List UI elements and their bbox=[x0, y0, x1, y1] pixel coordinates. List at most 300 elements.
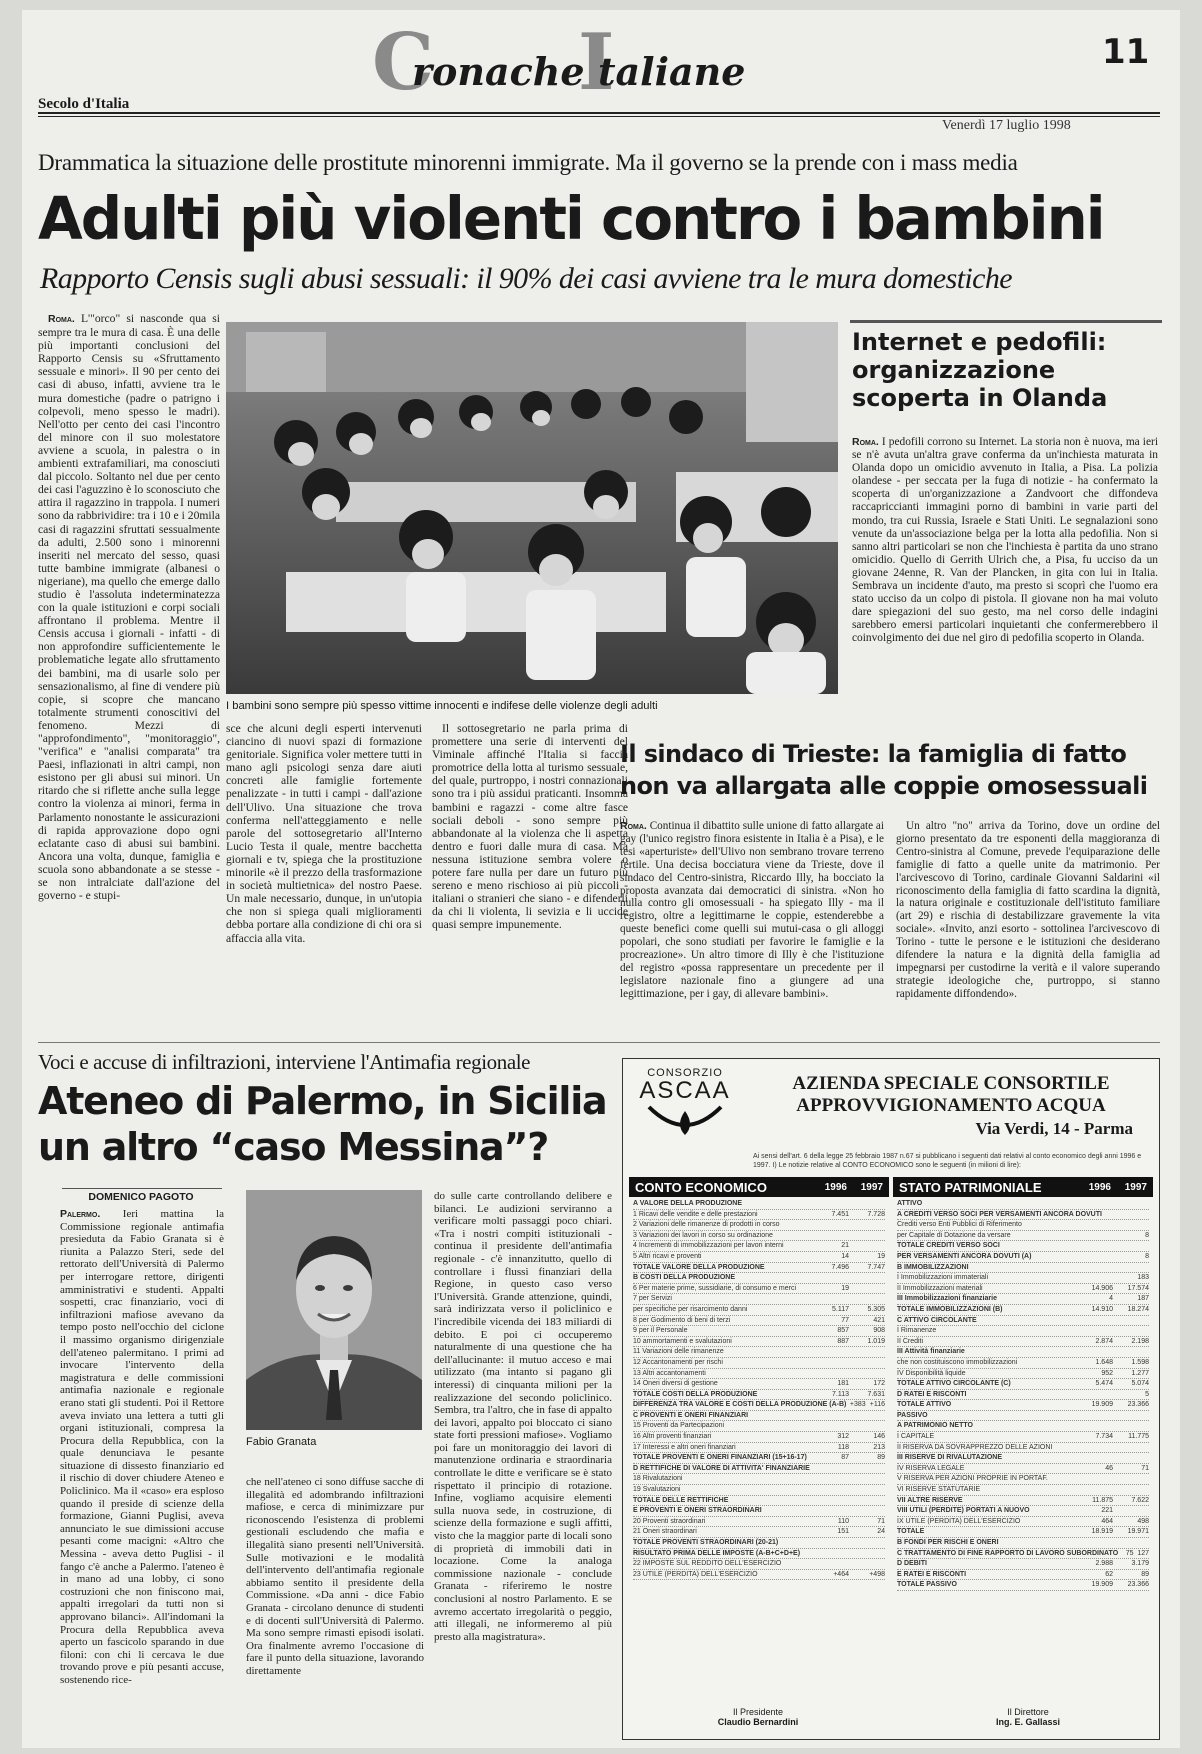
table-row bbox=[897, 1453, 1149, 1464]
table-cell-value bbox=[1102, 1210, 1126, 1220]
lead-headline: Adulti più violenti contro i bambini bbox=[38, 184, 1104, 253]
table-row bbox=[897, 1538, 1149, 1549]
table-row bbox=[897, 1400, 1149, 1411]
table-cell-label: 23 UTILE (PERDITA) DELL'ESERCIZIO bbox=[633, 1570, 758, 1578]
table-cell-value: 7.622 bbox=[1131, 1496, 1149, 1504]
table-cell-label: ATTIVO bbox=[897, 1200, 923, 1207]
table-cell-value: 5.074 bbox=[1131, 1380, 1149, 1388]
table-cell-value: 21 bbox=[841, 1242, 849, 1250]
table-cell-label: Crediti verso Enti Pubblici di Riferimento bbox=[897, 1221, 1022, 1229]
table-cell-label: TOTALE COSTI DELLA PRODUZIONE bbox=[633, 1390, 758, 1398]
trieste-column-2 bbox=[896, 820, 1160, 1030]
palermo-byline: DOMENICO PAGOTO bbox=[88, 1191, 194, 1203]
table-cell-label: II RISERVA DA SOVRAPPREZZO DELLE AZIONI bbox=[897, 1443, 1053, 1451]
table-row bbox=[897, 1369, 1149, 1380]
table-row bbox=[633, 1316, 885, 1327]
table-cell-value: 1.019 bbox=[867, 1337, 885, 1345]
table-cell-value: +498 bbox=[869, 1570, 885, 1578]
table-row bbox=[897, 1210, 1149, 1221]
table-cell-value: 7.734 bbox=[1095, 1433, 1113, 1441]
table-cell-value: 464 bbox=[1101, 1517, 1113, 1525]
table-cell-value bbox=[1077, 1474, 1113, 1484]
table-cell-value: 7.747 bbox=[867, 1263, 885, 1271]
table-row bbox=[633, 1210, 885, 1221]
table-cell-value: 213 bbox=[873, 1443, 885, 1451]
table-row bbox=[633, 1284, 885, 1295]
trieste-headline-2: non va allargata alle coppie omosessuali bbox=[620, 772, 1148, 800]
table-cell-label: TOTALE PASSIVO bbox=[897, 1581, 957, 1589]
table-row bbox=[897, 1506, 1149, 1517]
table-cell-value bbox=[849, 1421, 885, 1431]
table-row bbox=[633, 1559, 885, 1570]
table-cell-label: 18 Rivalutazioni bbox=[633, 1475, 683, 1483]
table-cell-value: 87 bbox=[841, 1454, 849, 1462]
sidebar-body: I pedofili corrono su Internet. La storia non è nuova, ma ieri se n'è avuta un'altra grave conferma da un'inchiesta maturata in Olanda dopo un omicidio avvenuto in Italia, a Pisa. La polizia olandese - per seccata per la fuga di notizie - ha confermato la scoperta di un'organizzazione a Zandvoort che diffondeva raccapriccianti immagini porno di bambini in varie parti del mondo, tra cui Russia, Israele e Stati Uniti. Le segnalazioni sono venute da un'associazione belga per la lotta alla pedofilia. Non si sanno altri particolari se non che l'inchiesta è partita da uno strano omicidio. Quello di Gerrith Ulrich che, a Pisa, fu ucciso da un giovane 24enne, R. Van der Plancken, in gita con lui in Italia. Sembrava un incidente d'auto, ma presto si scoprì che l'uomo era stato ucciso da un colpo di pistola. Il giovane non ha mai voluto dare spiegazioni del suo gesto, ma nel corso delle indagini sarebbero emersi particolari inquietanti che confermerebbero il coinvolgimento dei due nel giro di pedofilia scoperto in Olanda. bbox=[852, 436, 1158, 645]
table-cell-label: III RISERVE DI RIVALUTAZIONE bbox=[897, 1454, 1003, 1462]
table-row bbox=[897, 1316, 1149, 1327]
table-row bbox=[897, 1549, 1149, 1560]
table-cell-value bbox=[813, 1549, 849, 1559]
table-cell-label: 1 Ricavi delle vendite e delle prestazioni bbox=[633, 1210, 758, 1218]
table-row bbox=[633, 1464, 885, 1475]
table-cell-label: A PATRIMONIO NETTO bbox=[897, 1422, 973, 1430]
header-rule-bottom bbox=[38, 116, 1160, 117]
table-row bbox=[897, 1199, 1149, 1210]
table-row bbox=[633, 1326, 885, 1337]
table-cell-value bbox=[1077, 1231, 1113, 1241]
lead-body-col1: L'"orco" si nasconde qua si sempre tra le mura di casa. È una delle più importanti conclusioni del Rapporto Censis su «Sfruttamento sessuale e minori». Il 90 per cento dei casi di abuso, infatti, avviene tra le mura domestiche (padre o patrigno i colpevoli, meno spesso le madri). Nell'otto per cento dei casi l'incontro del minore con il suo molestatore avviene a scuola, in palestra o in ambienti extrafamiliari, ma conosciuti dal piccolo. Soltanto nel due per cento dei casi l'aguzzino è lo sconosciuto che attira il ragazzino in trappola. I numeri sono da rabbrividire: tra i 10 e i 20mila casi di ragazzini sfruttati sessualmente da adulti, 2.500 sono i minorenni inseriti nel mercato del sesso, quasi tutte bambine immigrate (albanesi o nigeriane), ma quello che emerge dallo studio è l'assoluta indeterminatezza con la quale istituzioni e corpi sociali affrontano il problema. Mentre il Censis accusa i giornali - infatti - di non approfondire sufficientemente le problematiche legate allo sfruttamento dei bambini, ma di usarle solo per sensazionalismo, al fine di vendere più copie, si scopre che mancano totalmente strumenti conoscitivi del fenomeno. Mezzi di "approfondimento", "monitoraggio", "verifica" e "analisi comparata" tra Paesi, inflazionati in altri campi, non esistono per gli abusi sui minori. Un ritardo che si riflette anche sulla legge contro la violenza ai minori, ferma in Parlamento nonostante le assicurazioni di rapida approvazione dopo ogni eclatante caso di abusi sui bambini. Ancora una volta, dunque, famiglia e scuola sono abbandonate a se stesse - se non intralciate dall'azione del governo - e stupi- bbox=[38, 312, 220, 903]
table-cell-value: 19.971 bbox=[1127, 1528, 1149, 1536]
balance-sheet bbox=[893, 1177, 1153, 1593]
table-cell-label: 6 Per materie prime, sussidiarie, di consumo e merci bbox=[633, 1284, 797, 1292]
table-cell-value: 17.574 bbox=[1127, 1284, 1149, 1292]
palermo-body-col1: Ieri mattina la Commissione regionale antimafia presieduta da Fabio Granata si è riunita a Palazzo Steri, sede del rettorato dell'Università di Palermo per interrogare rettore, dirigenti amministrativi e studenti. Appalti sospetti, crac finanziario, voci di infiltrazioni mafiose avevano da tempo posto nell'occhio del ciclone il massimo organismo dirigenziale dell'ateneo palermitano. I primi ad invocare l'intervento della magistratura e delle commissioni antimafia nazionale e regionale erano stati gli studenti. Poi il Rettore aveva inviato una lettera a tutti gli organi istituzionali, compresa la Procura della Repubblica, con la quale denunciava le pesante situazione di dissesto finanziario ed il rischio di dover chiudere Ateneo e Policlinico. Ma il «caso» era esploso quando il preside di scienze della formazione, Gianni Puglisi, aveva annunciato le sue dimissioni accuse pesanti come macigni: «Altro che Messina - aveva detto Puglisi - il fango c'è anche a Palermo. l'ateneo è in mano ad una lobby, ci sono costruzioni che non finiscono mai, appalti irregolari da tutti non si approvano bilanci». All'indomani la Procura della Repubblica aveva aperto un fascicolo sparando in due filoni: con chi li cercava le due trovando prove e più pesanti accuse, sostenendo rice- bbox=[60, 1208, 224, 1686]
table-cell-value: 1.648 bbox=[1095, 1358, 1113, 1366]
table-row bbox=[897, 1326, 1149, 1337]
ad-notice: Ai sensi dell'art. 6 della legge 25 febbraio 1987 n.67 si pubblicano i seguenti dati relativi al conto economico degli anni 1996 e 1997. I) Le notizie relative al CONTO ECONOMICO sono le seguenti (in milioni di lire): bbox=[753, 1153, 1142, 1169]
table-cell-value bbox=[813, 1411, 849, 1421]
table-cell-value: 172 bbox=[873, 1380, 885, 1388]
table-row bbox=[897, 1421, 1149, 1432]
balance-title: STATO PATRIMONIALE bbox=[899, 1179, 1042, 1195]
table-row bbox=[633, 1453, 885, 1464]
table-row bbox=[633, 1400, 885, 1411]
table-cell-value bbox=[849, 1411, 885, 1421]
table-cell-value bbox=[1077, 1241, 1113, 1251]
palermo-kicker: Voci e accuse di infiltrazioni, interviene l'Antimafia regionale bbox=[38, 1050, 531, 1074]
section-title-word2: taliane bbox=[598, 49, 746, 94]
table-cell-label: VII ALTRE RISERVE bbox=[897, 1496, 963, 1504]
signature-left-name: Claudio Bernardini bbox=[717, 1717, 799, 1727]
children-photo-image bbox=[226, 322, 838, 694]
table-row bbox=[633, 1443, 885, 1454]
table-cell-value bbox=[1077, 1316, 1113, 1326]
lead-subhead: Rapporto Censis sugli abusi sessuali: il 90% dei casi avviene tra le mura domestiche bbox=[40, 262, 1012, 295]
table-cell-value bbox=[849, 1474, 885, 1484]
table-cell-label: D RATEI E RISCONTI bbox=[897, 1390, 967, 1398]
table-cell-value bbox=[813, 1220, 849, 1230]
income-title: CONTO ECONOMICO bbox=[635, 1179, 767, 1195]
table-cell-label: 14 Oneri diversi di gestione bbox=[633, 1380, 718, 1388]
balance-year-1: 1996 bbox=[1088, 1181, 1111, 1193]
trieste-body-col2: Un altro "no" arriva da Torino, dove un ordine del giorno presentato da tre esponenti della maggioranza di Centro-sinistra al Comune, prevede l'equiparazione delle famiglie di fatto a quelle unite da matrimonio. Per l'arcivescovo di Torino, cardinale Giovanni Saldarini «il riconoscimento della famiglia di fatto scardina la dignità, la natura originale e costituzionale dell'istituto familiare (art 29) e rischia di destabilizzare gravemente la vita sociale». «Invito, anzi esorto - sottolinea l'arcivescovo di Torino - tutte le persone e le istituzioni che desiderano difendere la natura e la dignità della famiglia ad impegnarsi per custodirne la verità e il valore superando strategie ideologiche che, purtroppo, si stanno rapidamente diffondendo». bbox=[896, 820, 1160, 1000]
table-cell-label: I CAPITALE bbox=[897, 1433, 935, 1441]
table-cell-value bbox=[849, 1273, 885, 1283]
sidebar-column bbox=[852, 436, 1158, 712]
table-cell-value bbox=[1077, 1263, 1113, 1273]
lead-column-1 bbox=[38, 312, 220, 1038]
table-cell-label: IV RISERVA LEGALE bbox=[897, 1464, 965, 1472]
table-row bbox=[897, 1485, 1149, 1496]
table-row bbox=[633, 1263, 885, 1274]
table-cell-label: E PROVENTI E ONERI STRAORDINARI bbox=[633, 1507, 762, 1515]
table-cell-value bbox=[849, 1231, 885, 1241]
granata-photo bbox=[246, 1190, 422, 1430]
signature-right-role: Il Direttore bbox=[1007, 1707, 1049, 1717]
table-cell-value: 8 bbox=[1145, 1231, 1149, 1239]
table-row bbox=[897, 1305, 1149, 1316]
table-cell-value bbox=[813, 1485, 849, 1495]
signature-left bbox=[643, 1707, 873, 1727]
table-cell-label: I Rimanenze bbox=[897, 1327, 937, 1335]
table-row bbox=[897, 1220, 1149, 1231]
table-row bbox=[633, 1337, 885, 1348]
table-cell-value bbox=[813, 1358, 849, 1368]
table-row bbox=[897, 1294, 1149, 1305]
palermo-column-1 bbox=[60, 1208, 224, 1740]
mid-page-rule bbox=[38, 1042, 1160, 1043]
table-cell-label: D DEBITI bbox=[897, 1560, 927, 1568]
table-cell-value: 75 bbox=[1125, 1549, 1134, 1557]
table-cell-value bbox=[849, 1485, 885, 1495]
table-row bbox=[633, 1379, 885, 1390]
table-cell-label: per specifiche per risarcimento danni bbox=[633, 1305, 748, 1313]
section-title bbox=[372, 17, 792, 108]
table-cell-label: 13 Altri accantonamenti bbox=[633, 1369, 706, 1377]
table-cell-value: 221 bbox=[1101, 1507, 1113, 1515]
table-cell-label: TOTALE IMMOBILIZZAZIONI (B) bbox=[897, 1305, 1003, 1313]
water-drop-logo-icon bbox=[645, 1103, 725, 1143]
lead-body-col3: Il sottosegretario ne parla prima di promettere una serie di interventi del Viminale affinché l'Italia si faccia promotrice della lotta al turismo sessuale, del quale, purtroppo, i nostri connazionali sono tra i più assidui praticanti. Insomma bambini e ragazzi - come altre fasce sociali deboli - sono sempre più abbandonate al la violenza che li aspetta dentro e fuori dalle mura di casa. Ma nessuna istituzione sembra volere o potere fare nulla per dare un futuro più sereno e meno rischioso ai più piccoli - italiani o stranieri che siano - e difenderli da chi li violenta, li sevizia e li uccide quasi sempre impunemente. bbox=[432, 722, 628, 932]
table-cell-label: II Crediti bbox=[897, 1337, 924, 1345]
table-cell-label: 12 Accantonamenti per rischi bbox=[633, 1358, 723, 1366]
table-cell-value bbox=[1113, 1220, 1149, 1230]
table-row bbox=[633, 1390, 885, 1401]
table-cell-value bbox=[813, 1347, 849, 1357]
ad-title-2: APPROVVIGIONAMENTO ACQUA bbox=[796, 1095, 1106, 1116]
table-cell-value bbox=[849, 1241, 885, 1251]
table-row bbox=[633, 1474, 885, 1485]
table-cell-value: 18.274 bbox=[1127, 1305, 1149, 1313]
table-cell-label: III Immobilizzazioni finanziarie bbox=[897, 1295, 997, 1303]
balance-header bbox=[893, 1177, 1153, 1197]
lead-photo-caption: I bambini sono sempre più spesso vittime innocenti e indifese delle violenze degli adulti bbox=[226, 700, 658, 712]
table-cell-value bbox=[1113, 1316, 1149, 1326]
table-row bbox=[897, 1570, 1149, 1581]
table-cell-value: 110 bbox=[837, 1517, 849, 1525]
table-cell-label: PER VERSAMENTI ANCORA DOVUTI (A) bbox=[897, 1252, 1032, 1260]
table-cell-value: 62 bbox=[1105, 1570, 1113, 1578]
table-row bbox=[897, 1252, 1149, 1263]
table-row bbox=[633, 1506, 885, 1517]
table-cell-label: 22 IMPOSTE SUL REDDITO DELL'ESERCIZIO bbox=[633, 1560, 782, 1568]
section-title-word1: ronache bbox=[412, 49, 585, 94]
table-cell-value bbox=[813, 1506, 849, 1516]
table-cell-value bbox=[1113, 1538, 1149, 1548]
table-row bbox=[897, 1263, 1149, 1274]
table-cell-value bbox=[1113, 1411, 1149, 1421]
table-cell-value: 421 bbox=[873, 1316, 885, 1324]
table-cell-value bbox=[1113, 1443, 1149, 1453]
trieste-dateline: Roma. bbox=[620, 820, 647, 832]
table-cell-value bbox=[1113, 1347, 1149, 1357]
table-cell-label: C ATTIVO CIRCOLANTE bbox=[897, 1316, 977, 1324]
table-cell-value: 7.728 bbox=[867, 1210, 885, 1218]
ascaa-advertisement bbox=[622, 1058, 1160, 1740]
table-cell-value: 1.277 bbox=[1131, 1369, 1149, 1377]
table-cell-value bbox=[849, 1559, 885, 1569]
issue-date: Venerdì 17 luglio 1998 bbox=[942, 118, 1071, 133]
table-cell-value: 118 bbox=[837, 1443, 849, 1451]
table-cell-value: 77 bbox=[841, 1316, 849, 1324]
table-cell-label: E RATEI E RISCONTI bbox=[897, 1570, 967, 1578]
table-cell-value bbox=[1113, 1241, 1149, 1251]
table-cell-label: 11 Variazioni delle rimanenze bbox=[633, 1348, 724, 1356]
table-row bbox=[633, 1517, 885, 1528]
table-cell-value: 2.198 bbox=[1131, 1337, 1149, 1345]
table-cell-value: 498 bbox=[1137, 1517, 1149, 1525]
table-cell-label: B IMMOBILIZZAZIONI bbox=[897, 1263, 969, 1271]
granata-photo-caption: Fabio Granata bbox=[246, 1436, 317, 1448]
table-cell-label: PASSIVO bbox=[897, 1411, 928, 1419]
table-cell-value: 4 bbox=[1109, 1295, 1113, 1303]
table-row bbox=[897, 1358, 1149, 1369]
table-cell-value bbox=[813, 1294, 849, 1304]
table-cell-value bbox=[1113, 1474, 1149, 1484]
portrait-image bbox=[246, 1190, 422, 1430]
lead-column-3 bbox=[432, 722, 628, 1040]
table-cell-value: 71 bbox=[877, 1517, 885, 1525]
lead-kicker: Drammatica la situazione delle prostitute minorenni immigrate. Ma il governo se la prende con i mass media bbox=[38, 150, 1018, 175]
table-row bbox=[897, 1432, 1149, 1443]
table-cell-value bbox=[849, 1294, 885, 1304]
table-cell-value: 19.909 bbox=[1091, 1401, 1113, 1409]
table-cell-label: che non costituiscono immobilizzazioni bbox=[897, 1358, 1018, 1366]
income-rows bbox=[629, 1197, 889, 1582]
table-row bbox=[897, 1347, 1149, 1358]
table-cell-value: +116 bbox=[869, 1401, 885, 1409]
table-cell-value: 5.474 bbox=[1095, 1380, 1113, 1388]
table-cell-label: 8 per Godimento di beni di terzi bbox=[633, 1316, 731, 1324]
table-cell-label: TOTALE CREDITI VERSO SOCI bbox=[897, 1242, 1000, 1250]
table-cell-value bbox=[1113, 1421, 1149, 1431]
table-cell-value bbox=[1077, 1390, 1113, 1400]
table-cell-value bbox=[849, 1220, 885, 1230]
table-cell-value bbox=[849, 1496, 885, 1506]
table-cell-label: DIFFERENZA TRA VALORE E COSTI DELLA PRODUZIONE (A-B) bbox=[633, 1401, 847, 1409]
table-row bbox=[897, 1527, 1149, 1538]
table-row bbox=[633, 1273, 885, 1284]
table-cell-value: 18.919 bbox=[1091, 1528, 1113, 1536]
table-row bbox=[633, 1411, 885, 1422]
table-cell-value bbox=[813, 1464, 849, 1474]
logo-ascaa: ASCAA bbox=[639, 1077, 731, 1104]
palermo-column-2 bbox=[246, 1476, 424, 1740]
table-cell-value: 7.113 bbox=[832, 1390, 849, 1398]
header-rule-top bbox=[38, 112, 1160, 114]
table-cell-value: 23.366 bbox=[1127, 1581, 1149, 1589]
signature-left-role: Il Presidente bbox=[732, 1707, 784, 1717]
table-cell-value: 127 bbox=[1137, 1549, 1149, 1557]
income-header bbox=[629, 1177, 889, 1197]
table-cell-value bbox=[1125, 1210, 1149, 1220]
income-year-2: 1997 bbox=[860, 1181, 883, 1193]
table-cell-value: 312 bbox=[837, 1433, 849, 1441]
lead-body-col2: sce che alcuni degli esperti intervenuti ciancino di nuovi spazi di formazione genitoriale. Significa voler mettere tutti in mano agli psicologi senza dare aiuti concreti alle famiglie fortemente penalizzate - in tutti i campi - dall'azione dell'Ulivo. Una situazione che trova conferma nell'atteggiamento e nelle parole del sottosegretario all'Interno Lucio Testa il quale, mentre bacchetta giornali e tv, spiega che la prostituzione minorile «è il prezzo della trasformazione in società multietnica» del nostro Paese. Un male necessario, dunque, in un'utopia che non si spiega quali miglioramenti debba portare alla condizione di chi ora si affaccia alla vita. bbox=[226, 722, 422, 945]
signature-right bbox=[913, 1707, 1143, 1727]
table-cell-value bbox=[813, 1369, 849, 1379]
trieste-column-1 bbox=[620, 820, 884, 1030]
table-row bbox=[633, 1369, 885, 1380]
table-cell-value bbox=[1113, 1506, 1149, 1516]
table-cell-value: +383 bbox=[849, 1401, 866, 1409]
table-row bbox=[633, 1570, 885, 1581]
table-row bbox=[897, 1379, 1149, 1390]
byline-rule bbox=[62, 1188, 222, 1189]
table-cell-value bbox=[813, 1231, 849, 1241]
table-cell-value bbox=[1113, 1453, 1149, 1463]
table-cell-value: 89 bbox=[1141, 1570, 1149, 1578]
table-cell-value bbox=[813, 1273, 849, 1283]
table-cell-label: TOTALE PROVENTI E ONERI FINANZIARI (15+16-17) bbox=[633, 1454, 807, 1462]
table-row bbox=[897, 1443, 1149, 1454]
balance-year-2: 1997 bbox=[1124, 1181, 1147, 1193]
table-cell-value: 5.305 bbox=[867, 1305, 885, 1313]
balance-rows bbox=[893, 1197, 1153, 1593]
table-cell-value bbox=[1077, 1443, 1113, 1453]
table-cell-value bbox=[1077, 1199, 1113, 1209]
table-cell-value: 7.631 bbox=[867, 1390, 885, 1398]
table-cell-value bbox=[1077, 1326, 1113, 1336]
table-cell-value: 19.909 bbox=[1091, 1581, 1113, 1589]
table-cell-value: 3.179 bbox=[1131, 1560, 1149, 1568]
table-cell-label: C TRATTAMENTO DI FINE RAPPORTO DI LAVORO SUBORDINATO bbox=[897, 1549, 1119, 1557]
table-row bbox=[897, 1241, 1149, 1252]
table-cell-value bbox=[813, 1559, 849, 1569]
table-row bbox=[897, 1464, 1149, 1475]
table-cell-label: TOTALE ATTIVO bbox=[897, 1401, 952, 1409]
table-cell-value bbox=[1113, 1263, 1149, 1273]
table-cell-value bbox=[849, 1506, 885, 1516]
table-cell-label: 21 Oneri straordinari bbox=[633, 1528, 697, 1536]
table-cell-value: 952 bbox=[1101, 1369, 1113, 1377]
table-cell-value bbox=[849, 1199, 885, 1209]
table-cell-value bbox=[1113, 1485, 1149, 1495]
table-cell-value bbox=[1077, 1252, 1113, 1262]
lead-column-2 bbox=[226, 722, 422, 1040]
page-number: 11 bbox=[1102, 32, 1150, 72]
table-cell-value: 183 bbox=[1137, 1274, 1149, 1282]
table-row bbox=[897, 1517, 1149, 1528]
table-cell-label: 7 per Servizi bbox=[633, 1295, 672, 1303]
table-cell-label: 4 Incrementi di immobilizzazioni per lavori interni bbox=[633, 1242, 784, 1250]
trieste-headline-1: Il sindaco di Trieste: la famiglia di fatto bbox=[620, 740, 1127, 768]
table-row bbox=[633, 1294, 885, 1305]
trieste-body-col1: Continua il dibattito sulle unione di fatto allargate ai gay (l'unico registro finora esistente in Italia è a Pisa), e le tesi «aperturiste» dell'Ulivo non sembrano trovare terreno fertile. Una decisa bocciatura viene da Trieste, dove il sindaco del Centro-sinistra, Riccardo Illy, ha bocciato la proposta avanzata dai democratici di sinistra. «Non ho nulla contro gli omosessuali - ha spiegato Illy - ma il registro, oltre a legittimarne le coppie, estenderebbe a queste benefici come quelli sui mutui-casa o gli alloggi popolari, che sono studiati per favorire le famiglie e la procreazione». Un altro timore di Illy è che l'istituzione del registro «possa rappresentare un precedente per il legislatore nazionale fino a giungere ad una legittimazione, per i gay, di allevare bambini». bbox=[620, 820, 885, 1000]
table-row bbox=[897, 1231, 1149, 1242]
table-row bbox=[633, 1496, 885, 1507]
palermo-column-3 bbox=[434, 1190, 612, 1740]
table-row bbox=[633, 1421, 885, 1432]
table-row bbox=[633, 1549, 885, 1560]
table-cell-value: 1.598 bbox=[1131, 1358, 1149, 1366]
table-cell-value: 89 bbox=[877, 1454, 885, 1462]
table-cell-label: V RISERVA PER AZIONI PROPRIE IN PORTAF. bbox=[897, 1475, 1048, 1483]
table-row bbox=[897, 1474, 1149, 1485]
table-cell-value: +464 bbox=[833, 1570, 849, 1578]
table-cell-label: 9 per il Personale bbox=[633, 1327, 688, 1335]
table-cell-value: 71 bbox=[1141, 1464, 1149, 1472]
palermo-headline-2: un altro “caso Messina”? bbox=[38, 1125, 549, 1169]
table-cell-value bbox=[849, 1284, 885, 1294]
section-title-cap-i: I bbox=[578, 17, 615, 108]
table-cell-label: TOTALE VALORE DELLA PRODUZIONE bbox=[633, 1263, 765, 1271]
table-cell-label: D RETTIFICHE DI VALORE DI ATTIVITA' FINANZIARIE bbox=[633, 1464, 810, 1472]
table-cell-value: 181 bbox=[837, 1380, 849, 1388]
table-cell-value: 11.875 bbox=[1092, 1496, 1113, 1504]
table-row bbox=[633, 1241, 885, 1252]
table-cell-value: 23.366 bbox=[1127, 1401, 1149, 1409]
table-cell-value bbox=[813, 1496, 849, 1506]
table-row bbox=[633, 1538, 885, 1549]
table-row bbox=[897, 1390, 1149, 1401]
table-cell-value: 14 bbox=[841, 1252, 849, 1260]
table-cell-value: 7.451 bbox=[831, 1210, 849, 1218]
table-cell-label: A VALORE DELLA PRODUZIONE bbox=[633, 1200, 743, 1207]
table-cell-label: VIII UTILI (PERDITE) PORTATI A NUOVO bbox=[897, 1507, 1030, 1515]
table-cell-label: 19 Svalutazioni bbox=[633, 1486, 681, 1494]
table-cell-value: 887 bbox=[837, 1337, 849, 1345]
table-cell-label: TOTALE PROVENTI STRAORDINARI (20-21) bbox=[633, 1539, 779, 1546]
table-cell-label: I Immobilizzazioni immateriali bbox=[897, 1274, 989, 1282]
table-cell-value: 151 bbox=[837, 1528, 849, 1536]
table-row bbox=[633, 1252, 885, 1263]
ad-address: Via Verdi, 14 - Parma bbox=[975, 1119, 1133, 1138]
table-cell-value: 19 bbox=[877, 1252, 885, 1260]
palermo-body-col2: che nell'ateneo ci sono diffuse sacche di illegalità ed adombrando infiltrazioni mafiose, e cerca di minimizzare pur riconoscendo l'esistenza di problemi gestionali escludendo che mafia e illegalità siano presenti nell'Università. Sulle motivazioni e le modalità dell'intervento dell'antimafia regionale abbiamo sentito il presidente della Commissione. «Da anni - dice Fabio Granata - circolano denunce di studenti e di docenti sull'Università di Palermo. Ma sono sempre rimasti episodi isolati. Ora finalmente avremo l'occasione di fare il punto della situazione, lavorando direttamente bbox=[246, 1476, 424, 1677]
table-cell-value: 2.988 bbox=[1095, 1560, 1113, 1568]
table-cell-label: TOTALE DELLE RETTIFICHE bbox=[633, 1496, 729, 1504]
table-row bbox=[897, 1411, 1149, 1422]
table-cell-value: 5.117 bbox=[832, 1305, 849, 1313]
table-cell-value bbox=[813, 1421, 849, 1431]
table-cell-label: C PROVENTI E ONERI FINANZIARI bbox=[633, 1411, 749, 1419]
table-cell-value bbox=[813, 1199, 849, 1209]
table-cell-value bbox=[1077, 1347, 1113, 1357]
table-cell-label: IV Disponibilità liquide bbox=[897, 1369, 966, 1377]
table-cell-label: TOTALE bbox=[897, 1528, 925, 1536]
table-cell-label: 17 Interessi e altri oneri finanziari bbox=[633, 1443, 736, 1451]
table-row bbox=[633, 1220, 885, 1231]
table-row bbox=[897, 1273, 1149, 1284]
table-cell-value: 11.775 bbox=[1128, 1433, 1149, 1441]
table-cell-value bbox=[849, 1347, 885, 1357]
table-cell-value bbox=[849, 1358, 885, 1368]
table-cell-label: 15 Proventi da Partecipazioni bbox=[633, 1422, 725, 1430]
sidebar-headline: Internet e pedofili: organizzazione scoperta in Olanda bbox=[852, 328, 1108, 412]
table-cell-label: 16 Altri proventi finanziari bbox=[633, 1433, 712, 1441]
table-cell-value: 7.496 bbox=[831, 1263, 849, 1271]
